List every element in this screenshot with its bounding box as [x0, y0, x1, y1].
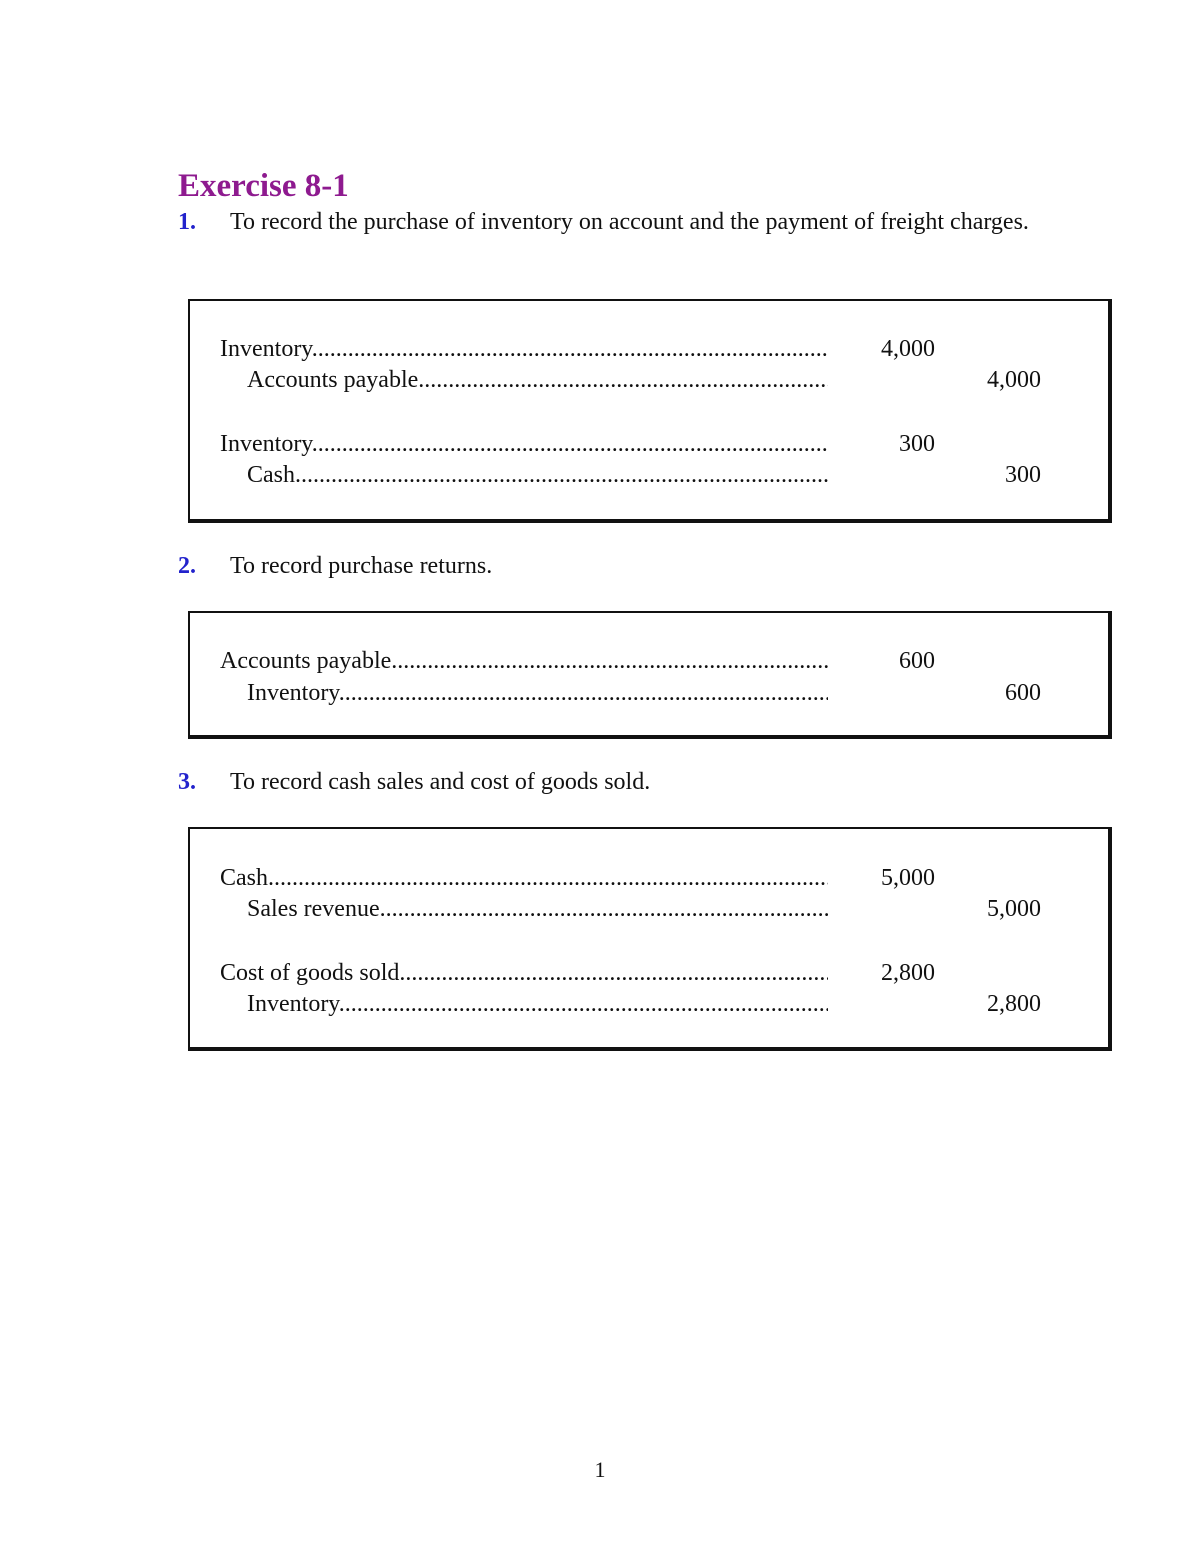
account-name: Inventory ..... [247, 678, 828, 709]
account-name: Sales revenue ..... [247, 894, 828, 925]
credit-amount: 600 [1005, 680, 1041, 706]
journal-row [190, 678, 1108, 709]
journal-row [190, 894, 1108, 925]
credit-amount: 300 [1005, 462, 1041, 488]
item-2 [178, 551, 1078, 582]
journal-row [190, 334, 1108, 365]
journal-row [190, 958, 1108, 989]
item-number: 1. [178, 209, 196, 235]
journal-row [190, 646, 1108, 677]
account-name: Inventory ..... [220, 334, 828, 365]
item-number: 3. [178, 769, 196, 795]
debit-amount: 300 [899, 431, 935, 457]
item-description: To record purchase returns. [230, 553, 493, 579]
journal-row [190, 460, 1108, 491]
debit-amount: 600 [899, 648, 935, 674]
item-3 [178, 767, 1078, 798]
journal-row [190, 863, 1108, 894]
item-description: To record cash sales and cost of goods sold. [230, 769, 651, 795]
account-name: Inventory ..... [220, 429, 828, 460]
account-name: Cost of goods sold ..... [220, 958, 828, 989]
credit-amount: 2,800 [987, 991, 1041, 1017]
credit-amount: 5,000 [987, 896, 1041, 922]
journal-row [190, 365, 1108, 396]
item-number: 2. [178, 553, 196, 579]
account-name: Cash ..... [220, 863, 828, 894]
account-name: Inventory ..... [247, 989, 828, 1020]
debit-amount: 2,800 [881, 960, 935, 986]
journal-entry-box-3 [188, 827, 1112, 1051]
journal-row [190, 989, 1108, 1020]
debit-amount: 4,000 [881, 336, 935, 362]
account-name: Accounts payable ..... [247, 365, 828, 396]
journal-entry-box-1 [188, 299, 1112, 523]
item-1 [178, 207, 1078, 238]
journal-row [190, 429, 1108, 460]
credit-amount: 4,000 [987, 367, 1041, 393]
debit-amount: 5,000 [881, 865, 935, 891]
journal-entry-box-2 [188, 611, 1112, 739]
page-number: 1 [594, 1457, 606, 1482]
account-name: Cash ..... [247, 460, 828, 491]
account-name: Accounts payable ..... [220, 646, 828, 677]
item-description: To record the purchase of inventory on account and the payment of freight charges. [230, 209, 1029, 235]
page-title: Exercise 8-1 [178, 168, 349, 204]
